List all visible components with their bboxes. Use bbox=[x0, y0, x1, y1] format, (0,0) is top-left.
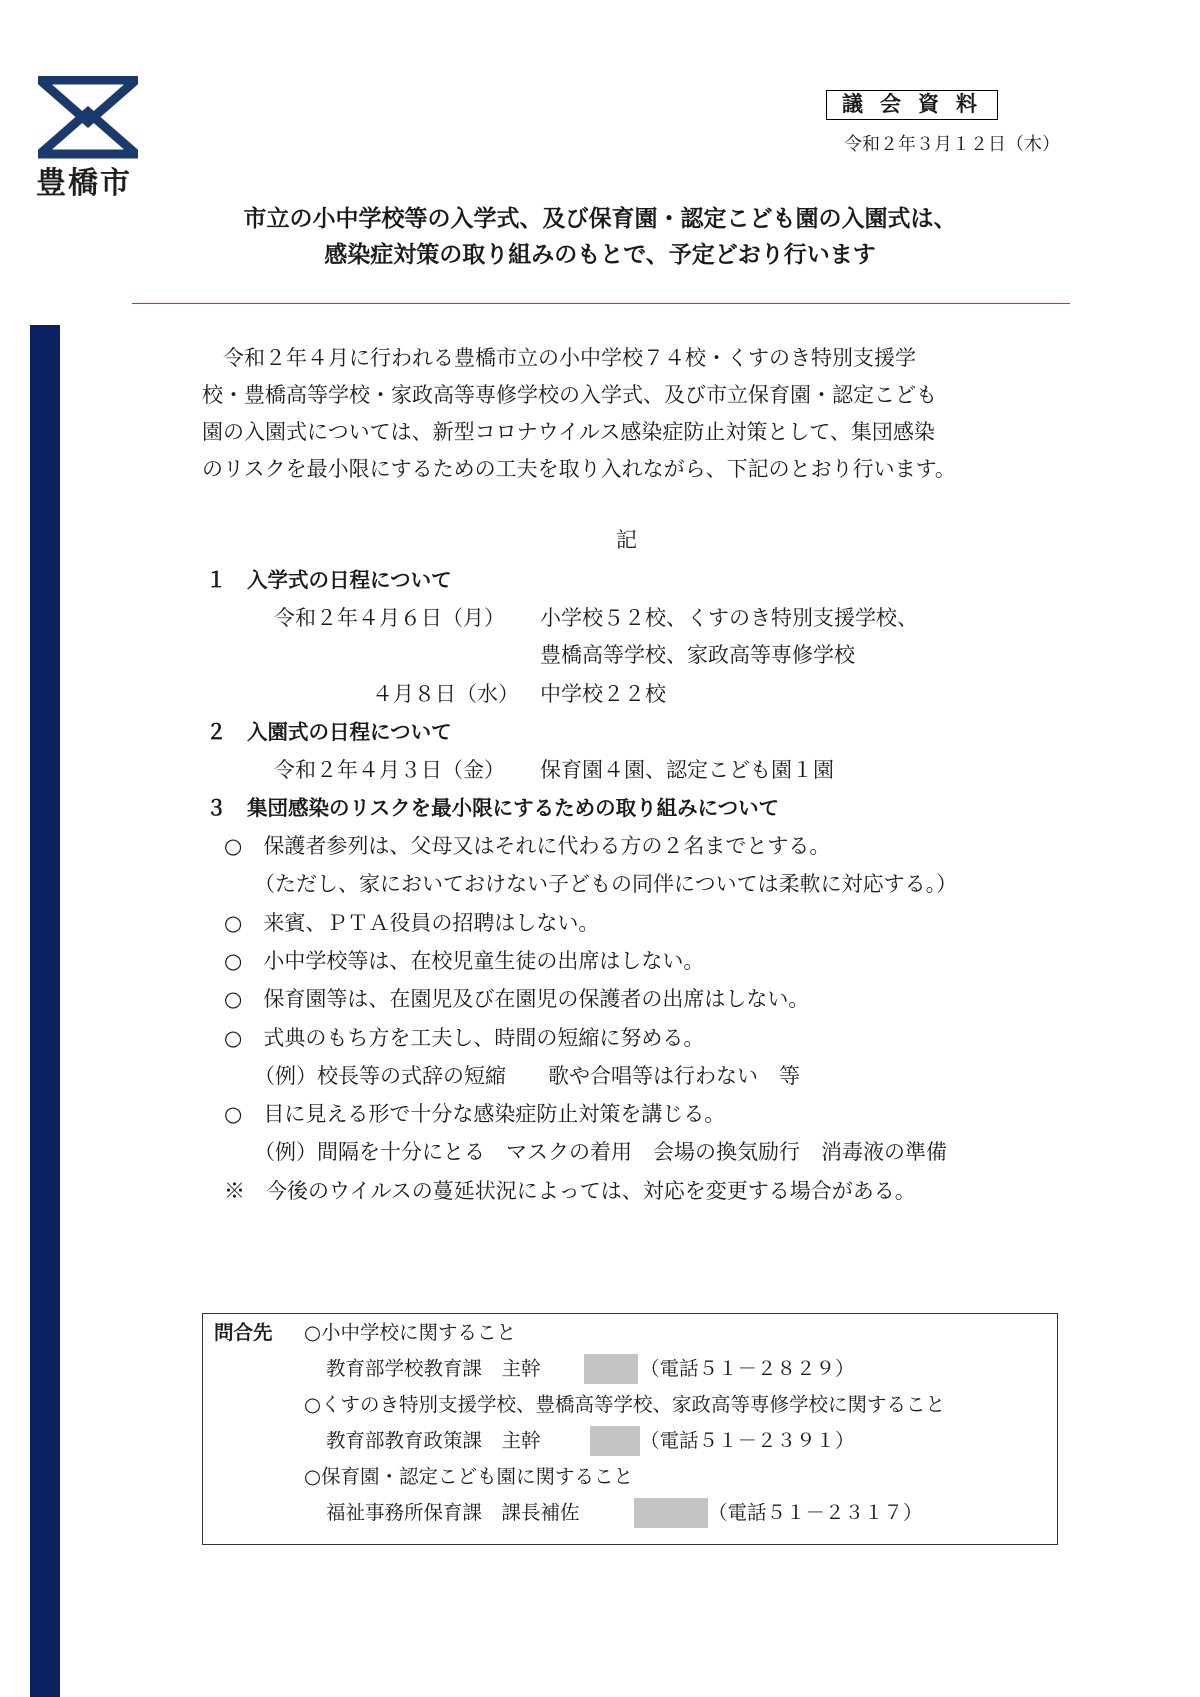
measure-shorten-example: （例）校長等の式辞の短縮 歌や合唱等は行わない 等 bbox=[254, 1064, 800, 1088]
measure-guardians: ○ 保護者参列は、父母又はそれに代わる方の２名までとする。 bbox=[224, 834, 831, 858]
contact-2-phone: （電話５１－２３９１） bbox=[640, 1429, 855, 1452]
measure-visible-prevention: ○ 目に見える形で十分な感染症防止対策を講じる。 bbox=[224, 1102, 726, 1126]
contact-1-topic: ○小中学校に関すること bbox=[304, 1321, 517, 1344]
sidebar-stripe bbox=[30, 325, 60, 1697]
intro-line-3: 園の入園式については、新型コロナウイルス感染症防止対策として、集団感染 bbox=[202, 420, 935, 444]
section-2-heading: ２ 入園式の日程について bbox=[206, 720, 452, 744]
document-date: 令和２年３月１２日（木） bbox=[844, 134, 1060, 155]
measure-nursery: ○ 保育園等は、在園児及び在園児の保護者の出席はしない。 bbox=[224, 987, 810, 1011]
contact-2-topic: ○くすのき特別支援学校、豊橋高等学校、家政高等専修学校に関すること bbox=[304, 1393, 946, 1416]
measure-visible-example: （例）間隔を十分にとる マスクの着用 会場の換気励行 消毒液の準備 bbox=[254, 1140, 947, 1164]
contact-2-redaction bbox=[590, 1426, 640, 1456]
section-1-row-1-date: 令和２年４月６日（月） bbox=[274, 606, 505, 630]
measure-note: ※ 今後のウイルスの蔓延状況によっては、対応を変更する場合がある。 bbox=[224, 1179, 916, 1203]
section-2-row-1-line-1: 保育園４園、認定こども園１園 bbox=[540, 758, 834, 782]
title-line-2: 感染症対策の取り組みのもとで、予定どおり行います bbox=[324, 242, 876, 268]
title-divider bbox=[132, 303, 1070, 304]
section-1-row-1-line-1: 小学校５２校、くすのき特別支援学校、 bbox=[540, 606, 918, 630]
section-2-row-1-date: 令和２年４月３日（金） bbox=[274, 758, 505, 782]
section-1-heading: １ 入学式の日程について bbox=[206, 568, 452, 592]
ki-heading: 記 bbox=[616, 528, 637, 552]
contact-3-phone: （電話５１－２３１７） bbox=[708, 1501, 923, 1524]
contact-2-dept: 教育部教育政策課 主幹 bbox=[326, 1429, 541, 1452]
title-line-1: 市立の小中学校等の入学式、及び保育園・認定こども園の入園式は、 bbox=[243, 206, 957, 232]
intro-line-2: 校・豊橋高等学校・家政高等専修学校の入学式、及び市立保育園・認定こども bbox=[202, 383, 937, 407]
measure-students: ○ 小中学校等は、在校児童生徒の出席はしない。 bbox=[224, 949, 705, 973]
contact-1-redaction bbox=[584, 1354, 638, 1384]
section-3-heading: ３ 集団感染のリスクを最小限にするための取り組みについて bbox=[206, 796, 780, 820]
section-1-row-2-line-1: 中学校２２校 bbox=[540, 682, 666, 706]
contact-1-dept: 教育部学校教育課 主幹 bbox=[326, 1357, 541, 1380]
section-1-row-2-date: ４月８日（水） bbox=[372, 682, 519, 706]
measure-guests: ○ 来賓、ＰＴＡ役員の招聘はしない。 bbox=[224, 911, 600, 935]
intro-line-4: のリスクを最小限にするための工夫を取り入れながら、下記のとおり行います。 bbox=[202, 457, 956, 481]
measure-guardians-note: （ただし、家においておけない子どもの同伴については柔軟に対応する。） bbox=[254, 872, 958, 896]
logo-text: 豊橋市 bbox=[36, 166, 132, 201]
contact-3-redaction bbox=[634, 1498, 708, 1528]
intro-line-1: 令和２年４月に行われる豊橋市立の小中学校７４校・くすのき特別支援学 bbox=[202, 346, 916, 370]
contact-1-phone: （電話５１－２８２９） bbox=[640, 1357, 855, 1380]
contact-3-topic: ○保育園・認定こども園に関すること bbox=[304, 1465, 634, 1488]
section-1-row-1-line-2: 豊橋高等学校、家政高等専修学校 bbox=[540, 643, 855, 667]
document-type-label: 議会資料 bbox=[826, 90, 998, 120]
measure-shorten: ○ 式典のもち方を工夫し、時間の短縮に努める。 bbox=[224, 1026, 705, 1050]
contact-3-dept: 福祉事務所保育課 課長補佐 bbox=[326, 1501, 580, 1524]
contact-label: 問合先 bbox=[214, 1321, 273, 1344]
